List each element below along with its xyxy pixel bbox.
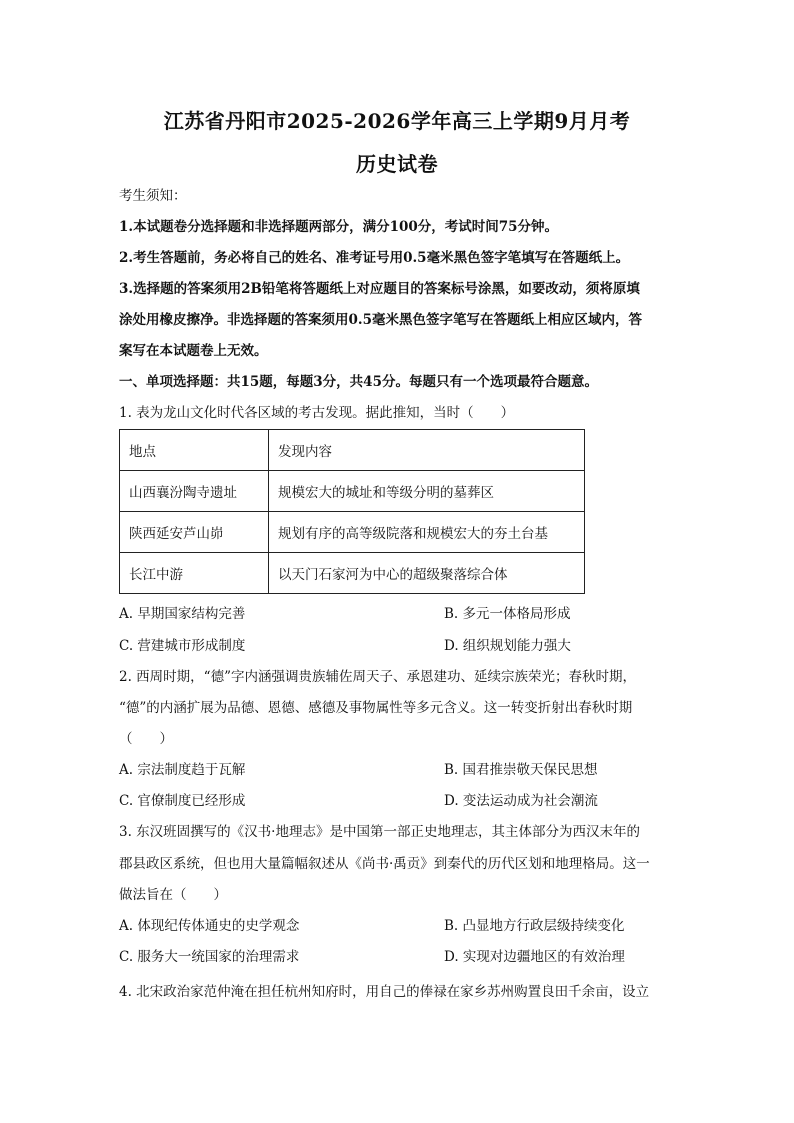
q3-stem-line-3: 做法旨在（ ）	[119, 887, 227, 903]
table-header-row	[120, 430, 585, 471]
notice-item-3-line-1: 3.选择题的答案须用2B铅笔将答题纸上对应题目的答案标号涂黑，如要改动，须将原填	[119, 281, 640, 297]
q4-stem-line-1: 4. 北宋政治家范仲淹在担任杭州知府时，用自己的俸禄在家乡苏州购置良田千余亩，设立	[119, 984, 650, 1000]
table-header-cell: 地点	[120, 430, 269, 471]
notice-item-2: 2.考生答题前，务必将自己的姓名、准考证号用0.5毫米黑色签字笔填写在答题纸上。	[119, 250, 630, 266]
q2-stem-line-2: “德”的内涵扩展为品德、恩德、感德及事物属性等多元含义。这一转变折射出春秋时期	[119, 700, 633, 716]
notice-item-3-line-3: 案写在本试题卷上无效。	[119, 343, 268, 359]
q3-stem-line-1: 3. 东汉班固撰写的《汉书·地理志》是中国第一部正史地理志，其主体部分为西汉末年的	[119, 824, 640, 840]
q1-option-c: C. 营建城市形成制度	[119, 638, 246, 654]
q3-stem-line-2: 郡县政区系统，但也用大量篇幅叙述从《尚书·禹贡》到秦代的历代区划和地理格局。这一	[119, 856, 650, 872]
exam-title: 江苏省丹阳市2025-2026学年高三上学期9月月考	[163, 109, 631, 133]
table-row	[120, 471, 585, 512]
table-cell: 陕西延安芦山峁	[120, 512, 269, 553]
notice-item-1: 1.本试题卷分选择题和非选择题两部分，满分100分，考试时间75分钟。	[119, 219, 559, 235]
table-row	[120, 512, 585, 553]
table-cell: 山西襄汾陶寺遗址	[120, 471, 269, 512]
table-cell: 长江中游	[120, 553, 269, 594]
section-one-heading: 一、单项选择题：共15题，每题3分，共45分。每题只有一个选项最符合题意。	[119, 374, 598, 390]
q1-option-b: B. 多元一体格局形成	[444, 606, 571, 622]
table-row	[120, 553, 585, 594]
q2-option-c: C. 官僚制度已经形成	[119, 793, 246, 809]
q1-option-d: D. 组织规划能力强大	[444, 638, 571, 654]
q2-option-b: B. 国君推崇敬天保民思想	[444, 762, 598, 778]
table-cell: 规模宏大的城址和等级分明的墓葬区	[269, 471, 585, 512]
q1-option-a: A. 早期国家结构完善	[119, 606, 246, 622]
table-header-cell: 发现内容	[269, 430, 585, 471]
q1-findings-table	[119, 429, 585, 594]
q3-option-a: A. 体现纪传体通史的史学观念	[119, 918, 300, 934]
table-cell: 以天门石家河为中心的超级聚落综合体	[269, 553, 585, 594]
notice-item-3-line-2: 涂处用橡皮擦净。非选择题的答案须用0.5毫米黑色签字笔写在答题纸上相应区域内，答	[119, 312, 642, 328]
q2-option-a: A. 宗法制度趋于瓦解	[119, 762, 246, 778]
q2-option-d: D. 变法运动成为社会潮流	[444, 793, 598, 809]
notice-heading: 考生须知：	[119, 188, 187, 204]
table-cell: 规划有序的高等级院落和规模宏大的夯土台基	[269, 512, 585, 553]
q3-option-b: B. 凸显地方行政层级持续变化	[444, 918, 625, 934]
exam-subtitle: 历史试卷	[356, 152, 438, 176]
q1-stem: 1. 表为龙山文化时代各区域的考古发现。据此推知，当时（ ）	[119, 405, 515, 421]
q2-stem-line-3: （ ）	[119, 731, 173, 747]
q2-stem-line-1: 2. 西周时期，“德”字内涵强调贵族辅佐周天子、承恩建功、延续宗族荣光；春秋时期，	[119, 669, 636, 685]
q3-option-d: D. 实现对边疆地区的有效治理	[444, 949, 625, 965]
q3-option-c: C. 服务大一统国家的治理需求	[119, 949, 300, 965]
